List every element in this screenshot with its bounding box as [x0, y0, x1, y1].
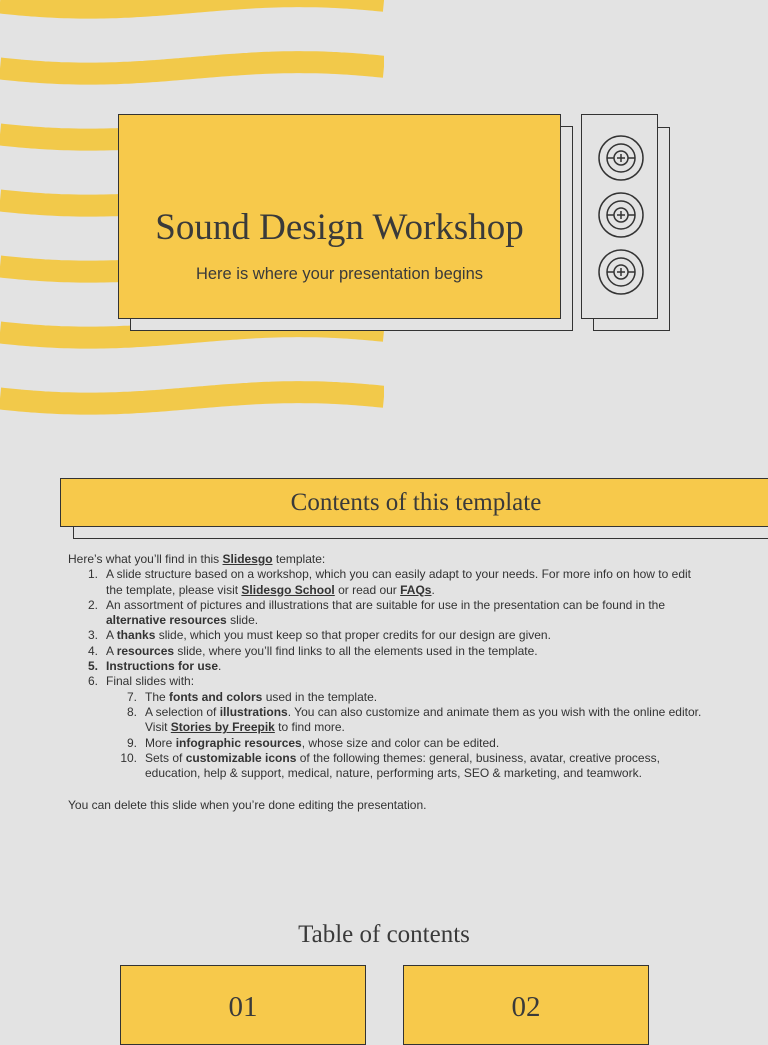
- toc-section-number: 02: [511, 991, 541, 1023]
- list-subitem: 8. A selection of illustrations. You can also customize and animate them as you wish with the online editor. Visit Stories by Freepik to find more.: [126, 704, 702, 735]
- slidesgo-school-link[interactable]: Slidesgo School: [241, 582, 335, 597]
- list-item: 1. A slide structure based on a workshop, which you can easily adapt to your needs. For more info on how to edit the template, please visit Slidesgo School or read our FAQs.: [87, 567, 691, 597]
- contents-list: [68, 567, 708, 781]
- list-item: 6. Final slides with:: [87, 674, 195, 689]
- list-item: 2. An assortment of pictures and illustrations that are suitable for use in the presentation can be found in the alternative resources slide.: [87, 597, 666, 628]
- toc-section-number: 01: [228, 991, 258, 1023]
- stories-by-freepik-link[interactable]: Stories by Freepik: [170, 720, 275, 735]
- wave-stripe: [0, 62, 384, 74]
- speaker-illustration: [581, 114, 658, 319]
- slidesgo-link[interactable]: Slidesgo: [222, 552, 273, 566]
- faqs-link[interactable]: FAQs: [400, 582, 432, 597]
- speaker-knob-icon: [598, 192, 644, 238]
- presentation-title: Sound Design Workshop: [155, 207, 524, 248]
- wave-stripe: [0, 0, 384, 8]
- speaker-knob-icon: [598, 249, 644, 295]
- contents-heading: Contents of this template: [290, 489, 542, 516]
- table-of-contents-title: Table of contents: [298, 921, 470, 948]
- list-item: 5. Instructions for use.: [87, 659, 222, 674]
- contents-body: [68, 552, 708, 814]
- list-subitem: 7. The fonts and colors used in the template.: [126, 689, 378, 704]
- list-subitem: 9. More infographic resources, whose size and color can be edited.: [126, 735, 500, 750]
- contents-intro: Here’s what you’ll find in this Slidesgo template:: [68, 552, 326, 566]
- contents-closing-note: You can delete this slide when you’re done editing the presentation.: [68, 798, 427, 813]
- wave-stripe: [0, 392, 384, 404]
- speaker-knob-icon: [598, 135, 644, 181]
- list-item: 4. A resources slide, where you’ll find links to all the elements used in the template.: [87, 643, 538, 658]
- list-subitem: 10. Sets of customizable icons of the following themes: general, business, avatar, creative process, education, help & support, medical, nature, performing arts, SEO & marketing, and teamwork.: [120, 750, 660, 781]
- presentation-subtitle: Here is where your presentation begins: [195, 265, 484, 283]
- list-item: 3. A thanks slide, which you must keep so that proper credits for our design are given.: [87, 628, 551, 643]
